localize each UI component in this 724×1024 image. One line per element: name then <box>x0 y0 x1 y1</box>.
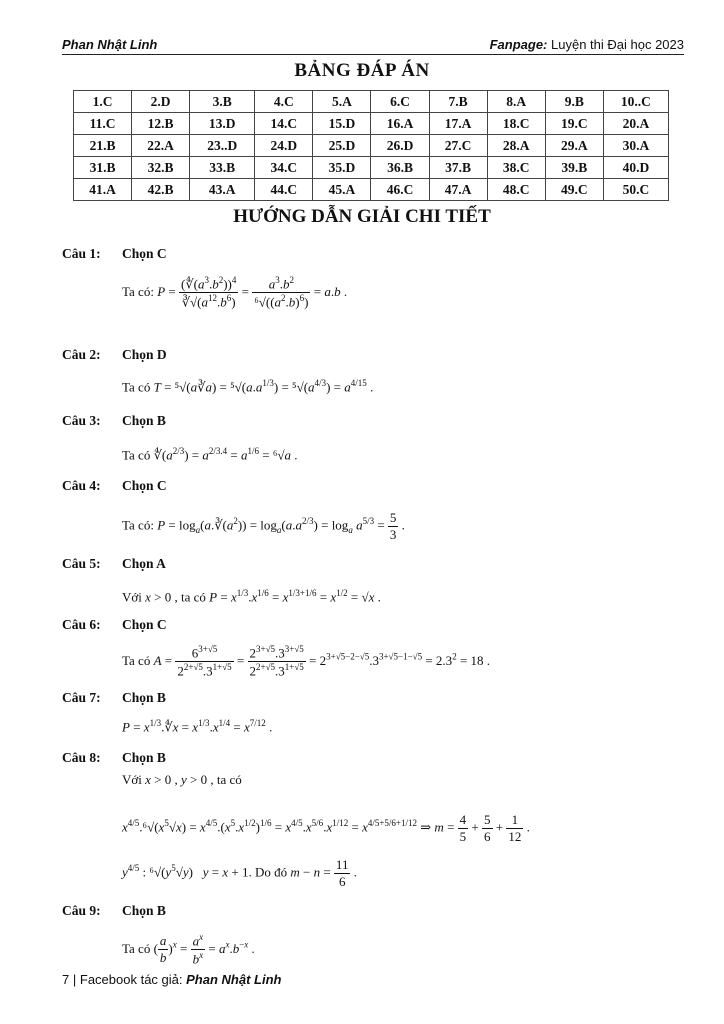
answer-cell: 19.C <box>545 113 603 135</box>
answer-cell: 48.C <box>487 179 545 201</box>
question-label-7: Câu 7: <box>62 690 101 705</box>
page-footer <box>62 972 281 987</box>
answer-cell: 22.A <box>132 135 190 157</box>
answer-cell: 49.C <box>545 179 603 201</box>
answer-cell: 36.B <box>371 157 429 179</box>
answer-cell: 42.B <box>132 179 190 201</box>
footer-separator: | <box>72 972 77 987</box>
question-label-3: Câu 3: <box>62 413 101 428</box>
answer-cell: 45.A <box>313 179 371 201</box>
answer-cell: 44.C <box>255 179 313 201</box>
answer-cell: 46.C <box>371 179 429 201</box>
footer-label: Facebook tác giả: <box>79 972 183 987</box>
answer-cell: 7.B <box>429 91 487 113</box>
solution-9-intro: Ta có <box>122 940 151 956</box>
answer-cell: 12.B <box>132 113 190 135</box>
answer-cell: 8.A <box>487 91 545 113</box>
answer-cell: 39.B <box>545 157 603 179</box>
answer-cell: 37.B <box>429 157 487 179</box>
answer-cell: 26.D <box>371 135 429 157</box>
question-choice-1: Chọn C <box>122 246 167 261</box>
page-header <box>62 36 684 55</box>
solution-9: Ta có ( $\frac{a}{b}$ )$^x$ = $\frac{a^x}{b^x}$ = $a^x.b^{-x}$ . <box>122 932 255 967</box>
footer-author: Phan Nhật Linh <box>186 972 282 987</box>
solution-3: Ta có $∜(a^{2/3}) = a^{2/3.4} = a^{1/6} = ^6√a$ . <box>122 446 298 463</box>
answer-cell: 6.C <box>371 91 429 113</box>
solution-6: Ta có A = $\frac{6^{3+√5}}{2^{2+√5}.3^{1+√5}}$ = $\frac{2^{3+√5}.3^{3+√5}}{2^{2+√5}.3^{1+√5}}$ = $2^{3+√5-2-√5}.3^{3+√5-1-√5} = 2.3^2 = 18$ . <box>122 644 491 679</box>
answer-cell: 32.B <box>132 157 190 179</box>
answer-cell: 15.D <box>313 113 371 135</box>
question-choice-2: Chọn D <box>122 347 167 362</box>
solution-2: Ta có T = ⁵√(a∛a) = $^5√(a.a^{1/3}) = ^5√(a^{4/3}) = a^{4/15}$ . <box>122 378 374 395</box>
answer-row <box>74 157 669 179</box>
solution-5-intro: Với <box>122 589 142 605</box>
solution-3-intro: Ta có <box>122 447 151 463</box>
answer-cell: 16.A <box>371 113 429 135</box>
answer-cell: 3.B <box>190 91 255 113</box>
solution-5: Với x > 0 , ta có $P = x^{1/3}.x^{1/6} = x^{1/3+1/6} = x^{1/2} = √x$ . <box>122 588 381 605</box>
answer-cell: 13.D <box>190 113 255 135</box>
answer-cell: 27.C <box>429 135 487 157</box>
header-author: Phan Nhật Linh <box>62 37 158 52</box>
answer-cell: 43.A <box>190 179 255 201</box>
answer-cell: 50.C <box>603 179 668 201</box>
answer-cell: 14.C <box>255 113 313 135</box>
answer-row <box>74 91 669 113</box>
answer-cell: 9.B <box>545 91 603 113</box>
answer-cell: 4.C <box>255 91 313 113</box>
answer-cell: 34.C <box>255 157 313 179</box>
question-label-4: Câu 4: <box>62 478 101 493</box>
question-label-6: Câu 6: <box>62 617 101 632</box>
answer-cell: 11.C <box>74 113 132 135</box>
question-choice-8: Chọn B <box>122 750 166 765</box>
solution-8-line-2: $x^{4/5}.^6√(x^5√x) = x^{4/5}.(x^5.x^{1/2})^{1/6} = x^{4/5}.x^{5/6}.x^{1/12} = x^{4/5+5/6+1/12}$ ⇒ m = $\frac{4}{5}$ + $\frac{5}{6}$ + $\frac{1}{12}$ . <box>122 812 530 844</box>
question-label-2: Câu 2: <box>62 347 101 362</box>
answer-cell: 24.D <box>255 135 313 157</box>
question-choice-7: Chọn B <box>122 690 166 705</box>
answer-row <box>74 113 669 135</box>
answer-cell: 2.D <box>132 91 190 113</box>
solution-4-intro: Ta có: <box>122 517 154 533</box>
answer-table <box>73 90 669 201</box>
answer-cell: 21.B <box>74 135 132 157</box>
answer-cell: 30.A <box>603 135 668 157</box>
answer-cell: 1.C <box>74 91 132 113</box>
answer-cell: 41.A <box>74 179 132 201</box>
answer-cell: 20.A <box>603 113 668 135</box>
question-choice-6: Chọn C <box>122 617 167 632</box>
solution-2-intro: Ta có <box>122 379 151 395</box>
solutions-title: HƯỚNG DẪN GIẢI CHI TIẾT <box>233 206 491 227</box>
question-label-1: Câu 1: <box>62 246 101 261</box>
solution-7: $P = x^{1/3}.∜x = x^{1/3}.x^{1/4} = x^{7/12}$ . <box>122 718 273 735</box>
header-fanpage <box>490 37 684 52</box>
answer-row <box>74 179 669 201</box>
answer-cell: 5.A <box>313 91 371 113</box>
answer-cell: 33.B <box>190 157 255 179</box>
question-label-9: Câu 9: <box>62 903 101 918</box>
answer-cell: 17.A <box>429 113 487 135</box>
fanpage-label: Fanpage: <box>489 37 548 52</box>
solution-1: Ta có: P = $\frac{(∜(a^3.b^2))^4}{∛√(a^{12}.b^6)}$ = $\frac{a^3.b^2}{^6√((a^2.b)^6)}$ = a.b . <box>122 275 348 310</box>
solution-8-intro: Với <box>122 772 142 787</box>
question-label-5: Câu 5: <box>62 556 101 571</box>
answer-cell: 18.C <box>487 113 545 135</box>
fanpage-name: Luyện thi Đại học 2023 <box>551 37 684 52</box>
answer-cell: 28.A <box>487 135 545 157</box>
answer-cell: 35.D <box>313 157 371 179</box>
answer-cell: 10..C <box>603 91 668 113</box>
answer-cell: 40.D <box>603 157 668 179</box>
answer-cell: 38.C <box>487 157 545 179</box>
page-number: 7 <box>62 972 70 987</box>
question-choice-4: Chọn C <box>122 478 167 493</box>
answer-cell: 31.B <box>74 157 132 179</box>
solution-4: Ta có: $P = \log_a(a.∛(a^2)) = \log_a(a.a^{2/3}) = \log_a a^{5/3}$ = $\frac{5}{3}$ . <box>122 510 405 542</box>
question-label-8: Câu 8: <box>62 750 101 765</box>
answer-cell: 29.A <box>545 135 603 157</box>
solution-8-therefore: Do đó <box>254 864 288 880</box>
solution-8-line-3: $y^{4/5}$ : $^6√(y^5√y) y = x + 1$. Do đó m − n = $\frac{11}{6}$ . <box>122 857 357 889</box>
answer-row <box>74 135 669 157</box>
answer-cell: 25.D <box>313 135 371 157</box>
answer-cell: 47.A <box>429 179 487 201</box>
answer-table-title: BẢNG ĐÁP ÁN <box>294 60 430 81</box>
question-choice-5: Chọn A <box>122 556 166 571</box>
question-choice-3: Chọn B <box>122 413 166 428</box>
question-choice-9: Chọn B <box>122 903 166 918</box>
solution-1-intro: Ta có: <box>122 283 154 299</box>
solution-6-intro: Ta có <box>122 652 151 668</box>
solution-8-line-1: Với x > 0 , y > 0 , ta có <box>122 772 242 787</box>
answer-cell: 23..D <box>190 135 255 157</box>
